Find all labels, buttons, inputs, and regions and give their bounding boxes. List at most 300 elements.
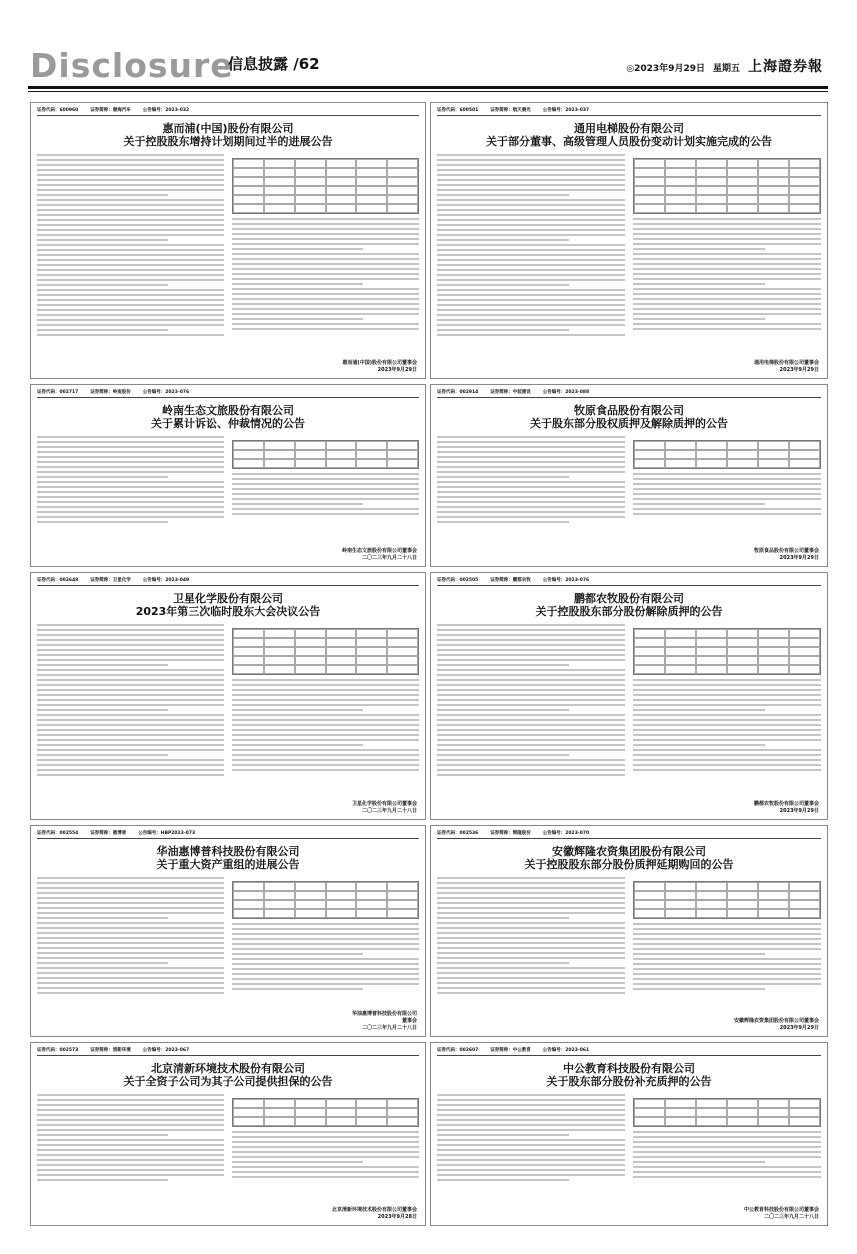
data-table [633,628,821,675]
table-cell [727,1108,758,1117]
text-line [37,724,224,726]
text-line [437,887,625,889]
signoff-line: 二〇二三年九月二十八日 [361,1025,417,1031]
text-line [37,967,224,969]
text-line [232,923,419,925]
announcement [30,825,426,1037]
company-name: 牧原食品股份有限公司 [574,404,684,417]
table-cell [634,459,665,468]
text-line [232,248,363,250]
text-line [232,1151,419,1153]
table-cell [758,647,789,656]
text-line [633,1136,821,1138]
text-line [437,249,625,251]
text-line [37,739,224,741]
table-cell [696,1117,727,1126]
table-cell [264,629,295,638]
table-cell [295,441,326,450]
text-line [232,1166,419,1168]
text-line [37,1119,224,1121]
company-name: 惠而浦(中国)股份有限公司 [162,122,294,135]
table-cell [727,204,758,213]
text-line [437,684,625,686]
table-cell [356,441,387,450]
text-line [37,719,224,721]
table-cell [758,1117,789,1126]
signoff-line: 岭南生态文旅股份有限公司董事会 [341,548,417,554]
announcement [430,384,828,567]
text-line [37,304,224,306]
text-line [232,754,419,756]
table-cell [727,638,758,647]
text-line [633,298,821,300]
table-cell [264,186,295,195]
text-line [437,1144,625,1146]
data-table [633,881,821,919]
text-line [633,759,821,761]
text-line [232,764,419,766]
table-cell [326,177,357,186]
table-cell [264,168,295,177]
table-cell [758,629,789,638]
signoff [342,360,417,374]
table-cell [387,177,418,186]
text-line [37,1149,224,1151]
text-line [633,1171,821,1173]
text-line [633,473,821,475]
table-cell [634,168,665,177]
table-cell [665,1099,696,1108]
table-cell [264,656,295,665]
text-line [37,456,224,458]
announcement [430,572,828,820]
text-line [437,294,625,296]
announcement-meta [37,577,419,586]
meta-field: 公告编号：2023-037 [542,108,590,113]
table-cell [326,891,357,900]
table-cell [758,1099,789,1108]
table-cell [634,647,665,656]
text-line [232,298,419,300]
text-line [633,268,821,270]
text-line [37,982,224,984]
text-line [633,328,821,330]
table-cell [295,891,326,900]
meta-field: 证券代码：002717 [37,390,79,395]
text-line [437,927,625,929]
text-line [437,224,625,226]
text-line [37,501,224,503]
table-cell [665,186,696,195]
text-line [633,278,821,280]
text-line [37,674,224,676]
table-cell [295,882,326,891]
disclosure-logo: Disclosure [30,46,234,85]
table-cell [758,186,789,195]
text-line [232,689,419,691]
table-cell [758,909,789,918]
table-cell [356,204,387,213]
signoff-line: 北京清新环境技术股份有限公司董事会 [331,1207,417,1213]
signoff-line: 2023年9月29日 [779,1025,819,1031]
table-cell [727,450,758,459]
text-line [633,694,821,696]
table-cell [727,459,758,468]
text-line [37,294,224,296]
text-line [437,922,625,924]
company-name: 通用电梯股份有限公司 [574,122,684,135]
table-cell [727,656,758,665]
table-cell [727,882,758,891]
announcement-body [437,154,821,339]
table-cell [264,177,295,186]
text-line [437,481,625,483]
text-line [37,977,224,979]
issue-weekday: 星期五 [712,64,740,74]
table-cell [665,882,696,891]
table-cell [264,1108,295,1117]
text-line [37,486,224,488]
data-table [232,440,419,469]
table-cell [665,891,696,900]
text-line [437,501,625,503]
text-line [37,679,224,681]
text-line [232,313,419,315]
table-cell [356,168,387,177]
table-cell [696,665,727,674]
table-cell [387,204,418,213]
table-cell [634,177,665,186]
text-line [37,264,224,266]
text-line [37,189,224,191]
announcement-headline: 关于全资子公司为其子公司提供担保的公告 [123,1075,333,1088]
text-line [633,313,821,315]
table-cell [789,159,820,168]
announcement-meta [437,830,821,839]
text-line [37,714,224,716]
text-line [437,436,625,438]
text-line [37,759,224,761]
text-line [232,968,419,970]
header-rule [28,86,828,89]
announcement-meta [437,1047,821,1056]
text-line [437,719,625,721]
table-cell [387,459,418,468]
text-line [37,947,224,949]
meta-field: 证券简称：清新环境 [90,1048,131,1053]
text-line [37,972,224,974]
text-line [633,988,765,990]
text-line [437,314,625,316]
table-cell [387,647,418,656]
text-line [633,953,765,955]
table-cell [326,186,357,195]
table-cell [326,665,357,674]
text-line [437,769,625,771]
text-line [37,511,224,513]
text-line [633,513,821,515]
text-line [437,1129,625,1131]
text-line [232,943,419,945]
table-cell [789,647,820,656]
announcement-meta [37,389,419,398]
table-cell [789,638,820,647]
table-cell [326,450,357,459]
table-cell [295,186,326,195]
table-cell [665,647,696,656]
table-cell [696,638,727,647]
text-line [232,488,419,490]
text-line [437,199,625,201]
text-line [633,483,821,485]
table-cell [665,665,696,674]
text-line [37,942,224,944]
table-cell [634,882,665,891]
text-line [437,709,569,711]
signoff-line: 惠而浦(中国)股份有限公司董事会 [342,360,417,366]
text-line [633,754,821,756]
meta-field: 公告编号：2023-061 [542,1048,590,1053]
text-line [633,973,821,975]
text-line [232,253,419,255]
table-cell [758,665,789,674]
table-cell [665,204,696,213]
table-cell [326,1117,357,1126]
table-cell [264,450,295,459]
text-line [232,739,419,741]
meta-field: 证券代码：600501 [437,108,479,113]
text-line [232,483,419,485]
table-cell [264,204,295,213]
table-cell [264,1099,295,1108]
text-line [633,1166,821,1168]
table-cell [264,1117,295,1126]
table-cell [264,900,295,909]
text-line [633,493,821,495]
data-table [633,440,821,469]
text-line [437,516,625,518]
text-line [437,982,625,984]
table-cell [634,1117,665,1126]
text-line [437,324,625,326]
table-cell [387,186,418,195]
text-line [633,978,821,980]
text-line [37,329,168,331]
table-cell [326,900,357,909]
table-cell [727,195,758,204]
text-line [37,274,224,276]
text-line [633,238,821,240]
text-line [437,194,569,196]
text-line [437,729,625,731]
text-line [437,942,625,944]
signoff-line: 卫星化学股份有限公司董事会 [351,801,417,807]
text-line [437,644,625,646]
text-line [633,704,821,706]
text-line [633,273,821,275]
text-line [37,1124,224,1126]
table-cell [233,629,264,638]
signoff [352,1011,417,1032]
table-cell [295,656,326,665]
text-line [37,169,224,171]
table-cell [233,656,264,665]
text-line [37,164,224,166]
table-cell [387,629,418,638]
text-line [437,269,625,271]
text-line [37,932,224,934]
announcement [430,1042,828,1226]
signoff-line: 华油惠博普科技股份有限公司 [351,1011,417,1017]
text-line [232,268,419,270]
text-line [37,684,224,686]
text-line [437,274,625,276]
text-line [232,928,419,930]
text-line [37,769,224,771]
text-line [633,729,821,731]
meta-field: 证券简称：鹏都农牧 [490,578,531,583]
announcement-headline: 关于重大资产重组的进展公告 [156,858,300,871]
issue-date: ◎2023年9月29日 [626,64,705,74]
text-line [232,704,419,706]
table-cell [758,441,789,450]
text-line [437,511,625,513]
text-line [232,303,419,305]
table-cell [295,159,326,168]
text-line [37,704,224,706]
text-line [37,902,224,904]
announcement [430,825,828,1037]
text-line [232,744,363,746]
table-cell [356,638,387,647]
table-cell [326,1108,357,1117]
meta-field: 证券代码：002505 [437,578,479,583]
text-line [437,877,625,879]
signoff [744,1207,819,1221]
table-cell [387,159,418,168]
text-line [437,704,625,706]
text-line [633,719,821,721]
signoff-line: 2023年9月29日 [779,367,819,373]
announcement-headline: 关于部分董事、高级管理人员股份变动计划实施完成的公告 [486,135,772,148]
table-cell [789,1117,820,1126]
text-line [633,1161,765,1163]
table-cell [789,186,820,195]
text-line [633,928,821,930]
text-line [232,759,419,761]
table-cell [326,656,357,665]
data-table [232,628,419,675]
text-line [37,734,224,736]
data-table [232,881,419,919]
text-line [633,1131,821,1133]
text-line [633,764,821,766]
meta-field: 证券简称：航天晨光 [490,108,531,113]
text-line [37,324,224,326]
text-line [437,309,625,311]
text-line [437,892,625,894]
text-line [37,1174,224,1176]
text-line [437,629,625,631]
text-line [232,948,419,950]
text-line [437,972,625,974]
text-line [437,1169,625,1171]
table-cell [387,656,418,665]
company-name: 岭南生态文旅股份有限公司 [162,404,294,417]
text-line [37,749,224,751]
text-line [232,478,419,480]
table-cell [789,168,820,177]
table-cell [326,909,357,918]
text-line [437,184,625,186]
text-line [437,159,625,161]
meta-field: 证券简称：中装建设 [490,390,531,395]
text-line [437,1124,625,1126]
text-line [437,714,625,716]
meta-field: 证券代码：002607 [437,1048,479,1053]
text-line [633,684,821,686]
issue-info [626,56,823,76]
text-line [437,739,625,741]
table-cell [634,450,665,459]
table-cell [387,450,418,459]
table-cell [758,450,789,459]
text-line [232,323,419,325]
text-line [37,254,224,256]
text-line [232,978,419,980]
text-line [437,754,569,756]
table-cell [264,159,295,168]
text-line [437,907,625,909]
company-name: 安徽辉隆农资集团股份有限公司 [552,845,706,858]
text-line [437,446,625,448]
table-cell [326,459,357,468]
table-cell [264,441,295,450]
text-line [633,1146,821,1148]
meta-field: 证券代码：600960 [37,108,79,113]
text-line [37,461,224,463]
text-line [437,624,625,626]
announcement-body [37,154,419,339]
text-line [437,164,625,166]
signoff-line: 2023年9月29日 [779,808,819,814]
text-line [37,912,224,914]
table-cell [634,665,665,674]
signoff-line: 牧原食品股份有限公司董事会 [753,548,819,554]
table-cell [356,891,387,900]
text-line [437,496,625,498]
table-cell [634,441,665,450]
table-cell [758,891,789,900]
announcement-headline: 关于控股股东增持计划期间过半的进展公告 [123,135,333,148]
meta-field: 证券代码：002536 [437,831,479,836]
text-line [437,882,625,884]
text-line [232,258,419,260]
table-cell [696,450,727,459]
table-cell [295,900,326,909]
text-line [437,694,625,696]
text-line [633,293,821,295]
signoff [754,548,819,562]
table-cell [233,168,264,177]
table-cell [727,891,758,900]
newspaper-name: 上海證券報 [748,59,823,75]
table-cell [789,882,820,891]
table-cell [727,186,758,195]
meta-field: 公告编号：2023-067 [142,1048,190,1053]
text-line [437,674,625,676]
text-line [633,283,765,285]
